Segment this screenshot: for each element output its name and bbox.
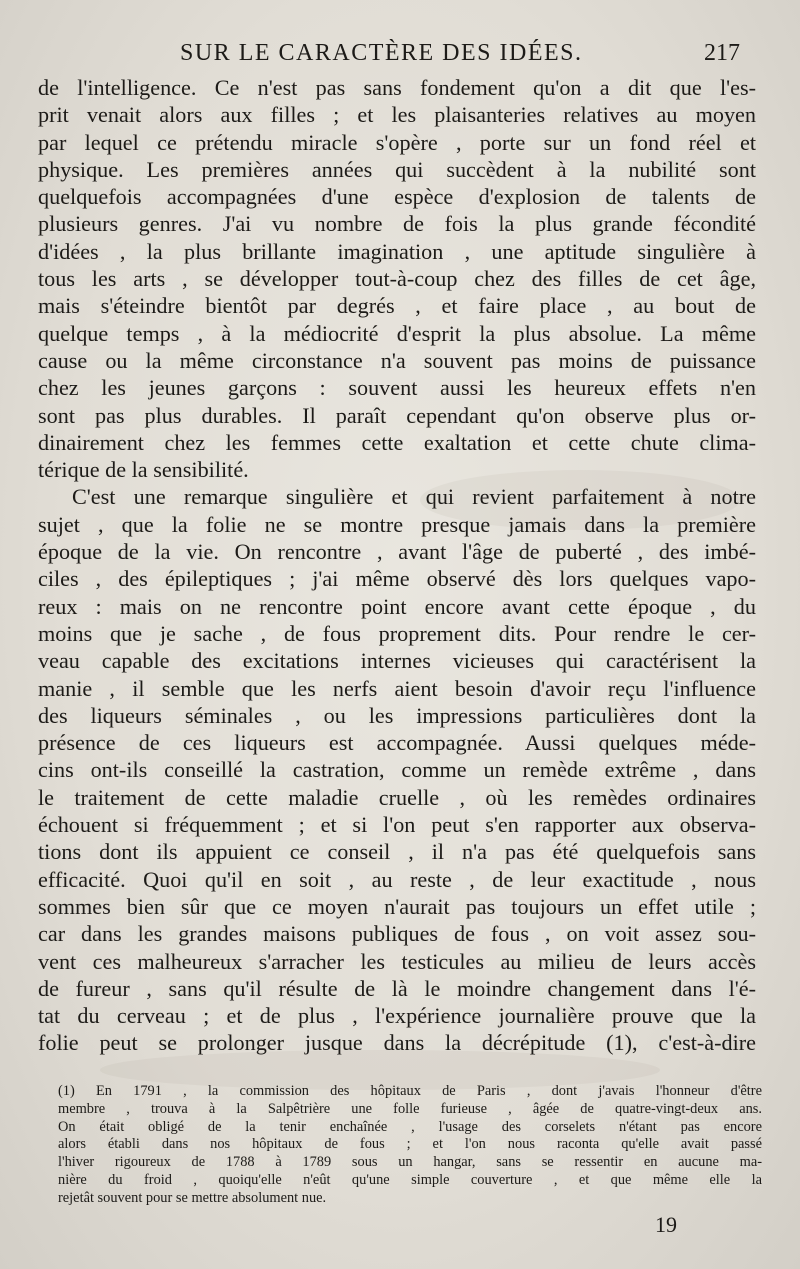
text-line: prit venait alors aux filles ; et les plaisanteries relatives au moyen: [38, 102, 756, 128]
running-title: SUR LE CARACTÈRE DES IDÉES.: [180, 40, 583, 66]
text-line: d'idées , la plus brillante imagination , une aptitude singulière à: [38, 238, 756, 264]
signature-mark: 19: [655, 1212, 677, 1237]
text-line: tat du cerveau ; et de plus , l'expérience journalière prouve que la: [38, 1003, 756, 1029]
text-line: térique de la sensibilité.: [38, 457, 249, 483]
footnote-line: nière du froid , quoiqu'elle n'eût qu'une simple couverture , et que même elle la: [58, 1171, 762, 1188]
footnote-line: membre , trouva à la Salpêtrière une folle furieuse , âgée de quatre-vingt-deux ans.: [58, 1100, 762, 1117]
text-line: manie , il semble que les nerfs aient besoin d'avoir reçu l'influence: [38, 675, 756, 701]
text-line: cins ont-ils conseillé la castration, comme un remède extrême , dans: [38, 757, 756, 783]
text-line: mais s'éteindre bientôt par degrés , et faire place , au bout de: [38, 293, 756, 319]
page-header: [30, 40, 740, 70]
text-line: de fureur , sans qu'il résulte de là le moindre changement dans l'é-: [38, 975, 756, 1001]
text-line: présence de ces liqueurs est accompagnée. Aussi quelques méde-: [38, 730, 756, 756]
footnote-line: (1) En 1791 , la commission des hôpitaux de Paris , dont j'avais l'honneur d'être: [58, 1083, 762, 1099]
text-line: plusieurs genres. J'ai vu nombre de fois la plus grande fécondité: [38, 211, 756, 237]
text-line: C'est une remarque singulière et qui revient parfaitement à notre: [72, 484, 756, 510]
text-line: des liqueurs séminales , ou les impressions particulières dont la: [38, 702, 756, 728]
footnote: [58, 1083, 762, 1208]
text-line: tions dont ils appuient ce conseil , il n'a pas été quelquefois sans: [38, 839, 756, 865]
text-line: par lequel ce prétendu miracle s'opère , porte sur un fond réel et: [38, 129, 756, 155]
footnote-line: rejetât souvent pour se mettre absolument nue.: [58, 1189, 327, 1206]
text-line: physique. Les premières années qui succèdent à la nubilité sont: [38, 156, 756, 182]
text-line: chez les jeunes garçons : souvent aussi les heureux effets n'en: [38, 375, 756, 401]
text-line: échouent si fréquemment ; et si l'on peut s'en rapporter aux observa-: [38, 812, 756, 838]
main-text: [38, 74, 756, 1057]
page-number: 217: [704, 40, 740, 66]
text-line: vent ces malheureux s'arracher les testicules au milieu de leurs accès: [38, 948, 756, 974]
text-line: sommes bien sûr que ce moyen n'aurait pas toujours un effet utile ;: [38, 893, 756, 919]
text-line: veau capable des excitations internes vicieuses qui caractérisent la: [38, 648, 756, 674]
text-line: moins que je sache , de fous proprement dits. Pour rendre le cer-: [38, 620, 756, 646]
text-line: ciles , des épileptiques ; j'ai même observé dès lors quelques vapo-: [38, 566, 756, 592]
text-line: dinairement chez les femmes cette exaltation et cette chute clima-: [38, 429, 756, 455]
text-line: car dans les grandes maisons publiques de fous , on voit assez sou-: [38, 921, 756, 947]
text-line: époque de la vie. On rencontre , avant l'âge de puberté , des imbé-: [38, 539, 756, 565]
footnote-line: On était obligé de la tenir enchaînée , l'usage des corselets n'étant pas encore: [58, 1118, 762, 1135]
footnote-line: l'hiver rigoureux de 1788 à 1789 sous un hangar, sans se ressentir en aucune ma-: [58, 1154, 762, 1171]
text-line: cause ou la même circonstance n'a souvent pas moins de puissance: [38, 347, 756, 373]
text-line: efficacité. Quoi qu'il en soit , au reste , de leur exactitude , nous: [38, 866, 756, 892]
text-line: sont pas plus durables. Il paraît cependant qu'on observe plus or-: [38, 402, 756, 428]
text-line: de l'intelligence. Ce n'est pas sans fondement qu'on a dit que l'es-: [38, 75, 756, 100]
text-line: quelque temps , à la médiocrité d'esprit la plus absolue. La même: [38, 320, 756, 346]
text-line: le traitement de cette maladie cruelle , où les remèdes ordinaires: [38, 784, 756, 810]
text-line: sujet , que la folie ne se montre presque jamais dans la première: [38, 511, 756, 537]
text-line: tous les arts , se développer tout-à-coup chez des filles de cet âge,: [38, 266, 756, 292]
text-line: reux : mais on ne rencontre point encore avant cette époque , du: [38, 593, 756, 619]
footnote-line: alors établi dans nos hôpitaux de fous ; et l'on nous raconta qu'elle avait passé: [58, 1136, 762, 1153]
text-line: quelquefois accompagnées d'une espèce d'explosion de talents de: [38, 184, 756, 210]
text-line: folie peut se prolonger jusque dans la décrépitude (1), c'est-à-dire: [38, 1030, 756, 1056]
